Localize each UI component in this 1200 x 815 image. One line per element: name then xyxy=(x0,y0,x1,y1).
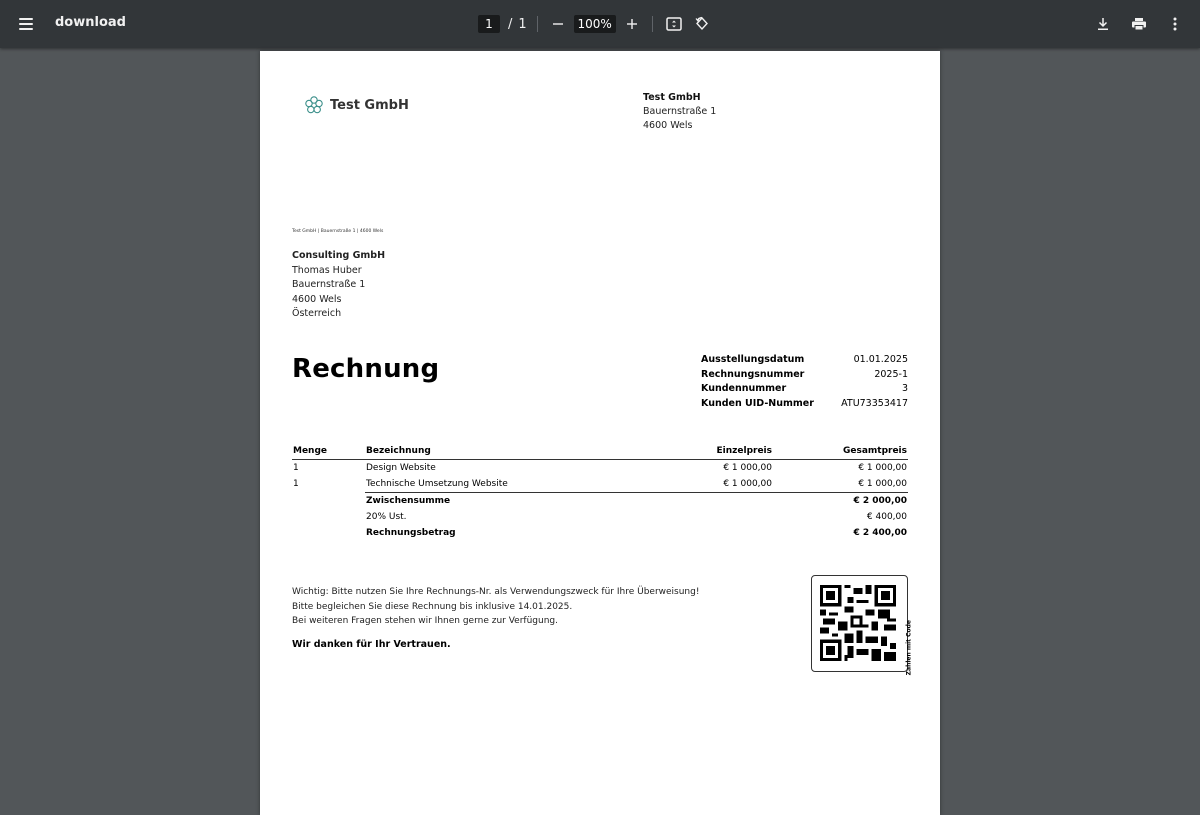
meta-label: Kunden UID-Nummer xyxy=(701,397,814,409)
logo-text: Test GmbH xyxy=(330,97,409,113)
total-value: € 2 400,00 xyxy=(853,528,907,539)
page-controls xyxy=(478,14,713,34)
header-quantity: Menge xyxy=(292,444,365,459)
meta-label: Kundennummer xyxy=(701,383,787,395)
total-pages: 1 xyxy=(518,16,527,32)
divider xyxy=(652,16,653,32)
recipient-country: Österreich xyxy=(292,308,342,319)
page-separator: / xyxy=(508,16,513,32)
tax-value: € 400,00 xyxy=(866,511,907,522)
header-total-price: Gesamtpreis xyxy=(773,444,908,459)
meta-row xyxy=(701,353,908,368)
row-unit: € 1 000,00 xyxy=(723,462,772,473)
row-qty: 1 xyxy=(293,478,299,489)
document-title: download xyxy=(55,15,126,30)
plus-icon[interactable] xyxy=(622,14,642,34)
note-line: Bei weiteren Fragen stehen wir Ihnen gerne zur Verfügung. xyxy=(292,616,558,627)
note-line: Bitte begleichen Sie diese Rechnung bis inklusive 14.01.2025. xyxy=(292,601,573,612)
meta-value: 3 xyxy=(901,383,908,395)
invoice-title: Rechnung xyxy=(292,354,440,384)
row-total: € 1 000,00 xyxy=(858,478,907,489)
table-row xyxy=(292,459,908,476)
subtotal-label: Zwischensumme xyxy=(365,492,665,509)
return-address: Test GmbH | Bauernstraße 1 | 4600 Wels xyxy=(292,229,384,234)
row-desc: Technische Umsetzung Website xyxy=(366,478,508,489)
meta-value: 2025-1 xyxy=(874,368,908,380)
more-vertical-icon[interactable] xyxy=(1164,14,1186,34)
rotate-icon[interactable] xyxy=(691,14,713,34)
tax-label: 20% Ust. xyxy=(366,511,407,522)
row-unit: € 1 000,00 xyxy=(723,478,772,489)
table-row xyxy=(292,476,908,493)
row-total: € 1 000,00 xyxy=(858,462,907,473)
qr-label: Zahlen mit Code xyxy=(905,620,912,676)
subtotal-value: € 2 000,00 xyxy=(773,492,908,509)
note-line: Wichtig: Bitte nutzen Sie Ihre Rechnungs-Nr. als Verwendungszweck für Ihre Überweisung! xyxy=(292,587,700,597)
sender-city: 4600 Wels xyxy=(643,120,693,131)
meta-row xyxy=(701,397,908,412)
total-label: Rechnungsbetrag xyxy=(366,528,456,539)
qr-code-icon xyxy=(820,585,896,661)
divider xyxy=(537,16,538,32)
subtotal-row xyxy=(292,492,908,509)
pdf-page xyxy=(260,51,940,815)
header-description: Bezeichnung xyxy=(365,444,665,459)
viewer-toolbar xyxy=(0,0,1200,48)
line-items-table xyxy=(292,444,908,542)
meta-row xyxy=(701,368,908,383)
table-header-row xyxy=(292,444,908,459)
payment-notes xyxy=(292,585,699,629)
meta-row xyxy=(701,382,908,397)
thanks-text: Wir danken für Ihr Vertrauen. xyxy=(292,639,451,650)
recipient-address xyxy=(292,249,385,322)
meta-value: 01.01.2025 xyxy=(853,354,908,365)
fit-page-icon[interactable] xyxy=(663,14,685,34)
company-logo xyxy=(304,95,409,115)
payment-qr-box xyxy=(811,575,912,676)
menu-icon[interactable] xyxy=(13,12,39,36)
header-unit-price: Einzelpreis xyxy=(665,444,773,459)
recipient-street: Bauernstraße 1 xyxy=(292,279,366,290)
download-icon[interactable] xyxy=(1092,14,1114,34)
meta-value: ATU73353417 xyxy=(841,397,908,409)
flower-logo-icon xyxy=(304,95,324,115)
sender-address xyxy=(643,91,716,133)
recipient-company: Consulting GmbH xyxy=(292,250,386,261)
row-qty: 1 xyxy=(293,462,299,473)
recipient-person: Thomas Huber xyxy=(292,264,362,276)
total-row xyxy=(292,525,908,542)
invoice-meta xyxy=(701,353,908,411)
tax-row xyxy=(292,509,908,526)
sender-name: Test GmbH xyxy=(643,92,701,103)
right-toolbar xyxy=(1092,14,1186,34)
print-icon[interactable] xyxy=(1128,14,1150,34)
meta-label: Ausstellungsdatum xyxy=(701,354,805,365)
row-desc: Design Website xyxy=(366,462,436,473)
meta-label: Rechnungsnummer xyxy=(701,368,805,380)
zoom-input[interactable] xyxy=(574,15,616,33)
sender-street: Bauernstraße 1 xyxy=(643,106,717,117)
page-number-input[interactable] xyxy=(478,15,500,33)
minus-icon[interactable] xyxy=(548,14,568,34)
recipient-city: 4600 Wels xyxy=(292,293,342,305)
